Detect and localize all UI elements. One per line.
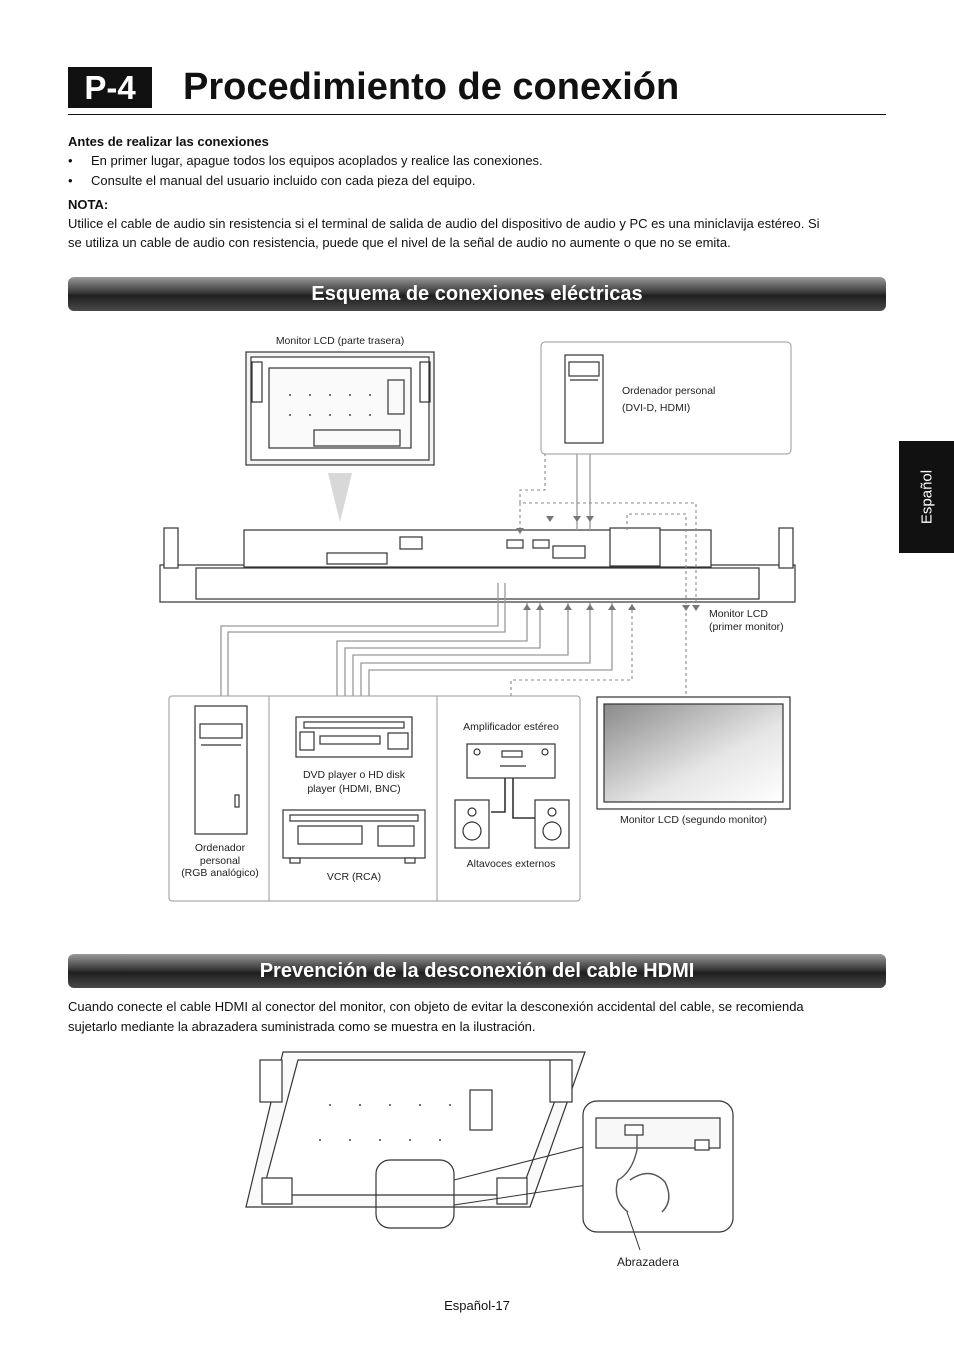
label-pc-analog-line-3: (RGB analógico)	[181, 867, 259, 879]
label-pc-digital-line-2: (DVI-D, HDMI)	[622, 402, 691, 414]
second-monitor	[597, 697, 790, 809]
page-number: Español-17	[444, 1298, 510, 1313]
label-monitor-rear: Monitor LCD (parte trasera)	[275, 335, 405, 347]
bullet-dot: •	[68, 153, 73, 168]
intro-heading: Antes de realizar las conexiones	[68, 134, 269, 149]
language-tab-label: Español	[918, 469, 935, 525]
label-pc-analog-line-2: personal	[199, 855, 241, 867]
section-badge: P-4	[68, 67, 152, 108]
label-vcr: VCR (RCA)	[326, 871, 382, 883]
monitor-rear-illustration	[246, 352, 434, 465]
hdmi-text-line-2: sujetarlo mediante la abrazadera suministrada como se muestra en la ilustración.	[68, 1019, 536, 1034]
pc-analog-tower	[195, 706, 247, 834]
stereo-amplifier	[467, 744, 555, 778]
clamp-detail-view	[583, 1101, 733, 1232]
label-second-monitor: Monitor LCD (segundo monitor)	[619, 814, 768, 826]
label-dvd-line-2: player (HDMI, BNC)	[307, 783, 401, 795]
label-pc-digital-line-1: Ordenador personal	[622, 385, 716, 397]
monitor-angled-rear	[246, 1052, 585, 1207]
vcr	[283, 810, 425, 863]
bullet-dot: •	[68, 173, 73, 188]
note-heading: NOTA:	[68, 197, 109, 212]
intro-bullet-2: Consulte el manual del usuario incluido con cada pieza del equipo.	[91, 173, 476, 188]
label-speakers: Altavoces externos	[466, 858, 556, 870]
label-first-monitor-line-1: Monitor LCD	[709, 608, 768, 620]
note-line-2: se utiliza un cable de audio con resistencia, puede que el nivel de la señal de audio no aumente o que no se emita.	[68, 235, 731, 250]
zoom-indicator	[328, 473, 352, 522]
label-pc-analog-line-1: Ordenador	[194, 842, 246, 854]
pc-digital-tower	[565, 355, 603, 443]
label-clamp: Abrazadera	[617, 1255, 680, 1269]
page-title: Procedimiento de conexión	[183, 66, 680, 108]
label-amp: Amplificador estéreo	[463, 721, 559, 733]
label-first-monitor-line-2: (primer monitor)	[709, 621, 784, 633]
first-monitor-panel	[160, 528, 795, 602]
section-bar-wiring: Esquema de conexiones eléctricas	[68, 277, 886, 311]
section-bar-hdmi: Prevención de la desconexión del cable HDMI	[68, 954, 886, 988]
intro-bullet-1: En primer lugar, apague todos los equipos acoplados y realice las conexiones.	[91, 153, 543, 168]
note-line-1: Utilice el cable de audio sin resistencia si el terminal de salida de audio del dispositivo de audio y PC es una miniclavija estéreo. Si	[68, 216, 820, 231]
speaker-right	[535, 800, 569, 848]
speaker-left	[455, 800, 489, 848]
hdmi-text-line-1: Cuando conecte el cable HDMI al conector del monitor, con objeto de evitar la desconexión accidental del cable, se recomienda	[68, 999, 804, 1014]
dvd-player	[296, 717, 412, 757]
label-dvd-line-1: DVD player o HD disk	[302, 769, 406, 781]
